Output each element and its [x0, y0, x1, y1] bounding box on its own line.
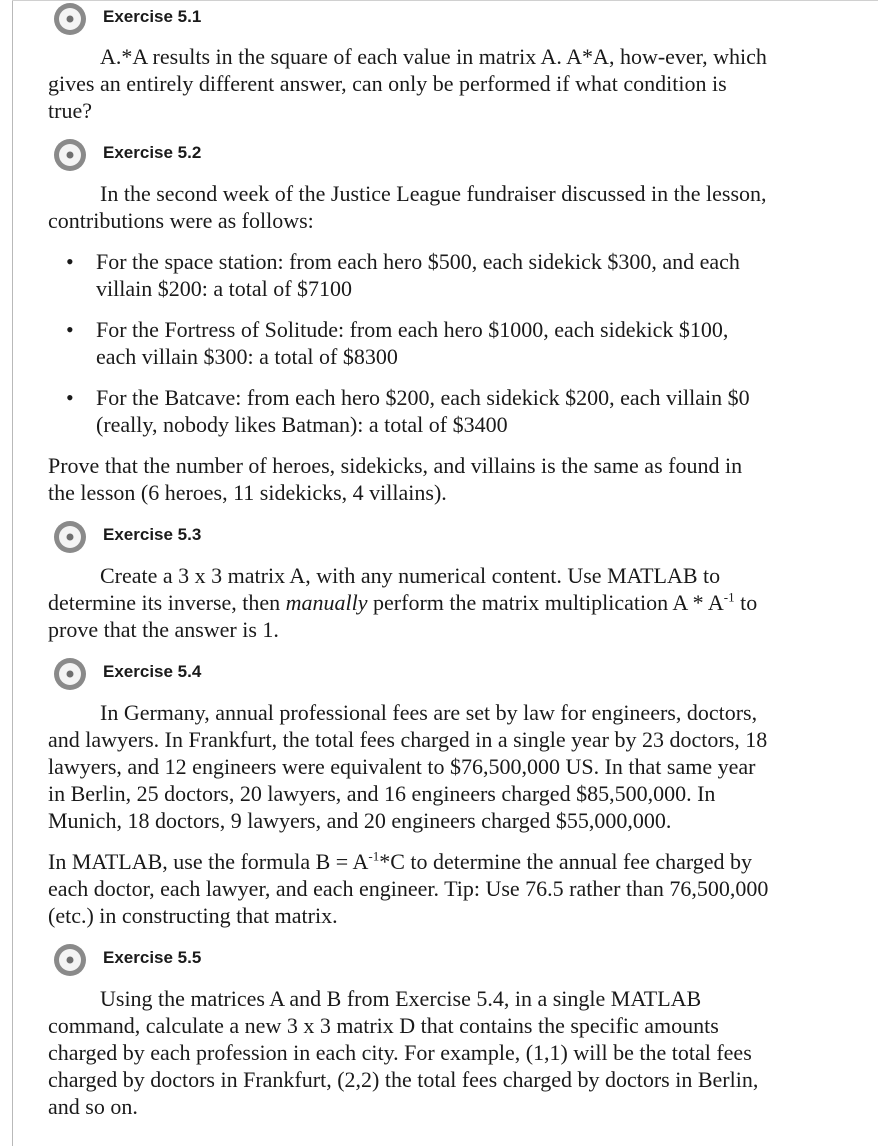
list-item-text: For the Fortress of Solitude: from each hero $1000, each sidekick $100, each villain $300: a total of $8300	[96, 317, 729, 369]
bullet-glyph: •	[66, 249, 74, 274]
exercise-text: Using the matrices A and B from Exercise 5.4, in a single MATLAB command, calculate a new 3 x 3 matrix D that contains the specific amounts charged by each profession in each city. For example, (1,1) will be the total fees charged by doctors in Frankfurt, (2,2) the total fees charged by doctors in Berlin, and so on.	[48, 986, 759, 1119]
exercise-title: Exercise 5.1	[103, 7, 202, 26]
exercise-icon	[52, 137, 88, 173]
exercise-header	[48, 655, 774, 685]
exercise-icon	[52, 656, 88, 692]
exercise-text	[48, 562, 774, 643]
superscript: -1	[368, 848, 380, 864]
text-run: Create a 3 x 3 matrix A, with any numerical content. Use MATLAB to determine its inverse, then	[48, 563, 721, 615]
exercise-title: Exercise 5.3	[103, 525, 202, 544]
exercise-icon	[52, 1, 88, 37]
exercise-header	[48, 136, 774, 166]
bullet-glyph: •	[66, 317, 74, 342]
exercise-icon	[52, 942, 88, 978]
contribution-list	[48, 248, 774, 438]
exercise-title: Exercise 5.2	[103, 143, 202, 162]
exercise-page	[48, 0, 774, 1120]
list-item-text: For the space station: from each hero $500, each sidekick $300, and each villain $200: a total of $7100	[96, 249, 740, 301]
text-run: *C to determine the annual fee charged by each doctor, each lawyer, and each engineer. Tip: Use 76.5 rather than 76,500,000 (etc.) in constructing that matrix.	[48, 849, 769, 928]
exercise-closing: Prove that the number of heroes, sidekicks, and villains is the same as found in the lesson (6 heroes, 11 sidekicks, 4 villains).	[48, 453, 743, 505]
exercise-5-3	[48, 518, 774, 643]
emphasis-text: manually	[285, 590, 368, 615]
list-item	[48, 384, 774, 438]
exercise-header	[48, 518, 774, 548]
exercise-5-5	[48, 941, 774, 1120]
exercise-instruction	[48, 848, 774, 929]
exercise-title: Exercise 5.4	[103, 662, 202, 681]
text-run: In MATLAB, use the formula B = A	[48, 849, 369, 874]
exercise-5-2	[48, 136, 774, 506]
text-run: perform the matrix multiplication A * A	[367, 590, 724, 615]
exercise-title: Exercise 5.5	[103, 948, 202, 967]
exercise-5-4	[48, 655, 774, 929]
superscript: -1	[723, 589, 735, 605]
exercise-header	[48, 0, 774, 30]
exercise-icon	[52, 519, 88, 555]
exercise-intro: In the second week of the Justice League fundraiser discussed in the lesson, contributions were as follows:	[48, 181, 767, 233]
exercise-text: In Germany, annual professional fees are set by law for engineers, doctors, and lawyers. In Frankfurt, the total fees charged in a single year by 23 doctors, 18 lawyers, and 12 engineers were equivalent to $76,500,000 US. In that same year in Berlin, 25 doctors, 20 lawyers, and 16 engineers charged $85,500,000. In Munich, 18 doctors, 9 lawyers, and 20 engineers charged $55,000,000.	[48, 700, 768, 833]
exercise-text: A.*A results in the square of each value in matrix A. A*A, how-ever, which gives an entirely different answer, can only be performed if what condition is true?	[48, 44, 767, 123]
text-run: to prove that the answer is 1.	[48, 590, 758, 642]
list-item	[48, 248, 774, 302]
page-left-rule	[12, 0, 13, 1146]
list-item	[48, 316, 774, 370]
exercise-header	[48, 941, 774, 971]
exercise-5-1	[48, 0, 774, 124]
bullet-glyph: •	[66, 385, 74, 410]
list-item-text: For the Batcave: from each hero $200, each sidekick $200, each villain $0 (really, nobody likes Batman): a total of $3400	[96, 385, 750, 437]
